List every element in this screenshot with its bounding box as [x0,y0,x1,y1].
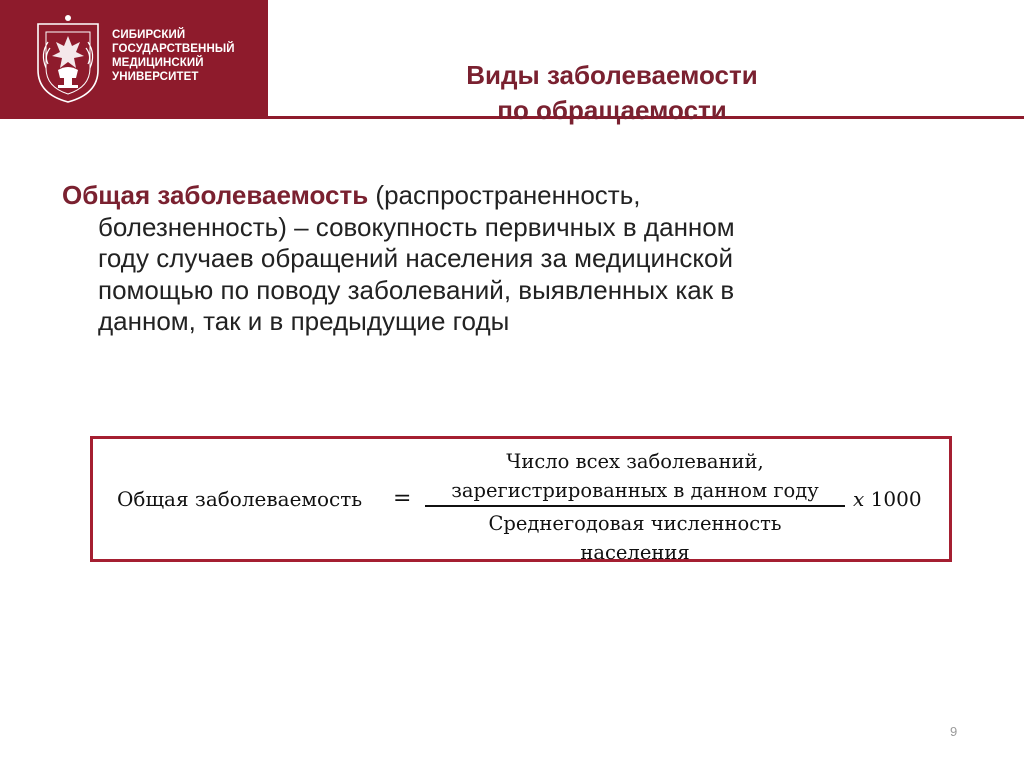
definition-line-4: помощью по поводу заболеваний, выявленных как в [98,274,735,305]
formula-denominator [425,509,845,567]
formula-multiplier [853,487,922,511]
university-name-line: УНИВЕРСИТЕТ [112,71,199,83]
defined-term: Общая заболеваемость [62,180,369,210]
formula-box [90,436,952,562]
university-name-line: ГОСУДАРСТВЕННЫЙ [112,43,235,55]
formula-multiplier-value: 1000 [870,487,922,511]
formula-numerator-line-1: Число всех заболеваний, [506,450,764,473]
page-title [362,58,862,128]
formula-lhs: Общая заболеваемость [117,487,363,511]
formula-denominator-line-2: населения [580,541,690,564]
definition-line-5: данном, так и в предыдущие годы [98,306,510,336]
formula-equals-sign: = [393,486,412,511]
definition-line-2: болезненность) – совокупность первичных в данном [98,211,735,242]
page-title-line-1: Виды заболеваемости [466,60,758,90]
formula-numerator-line-2: зарегистрированных в данном году [451,479,819,502]
page-number: 9 [950,724,958,739]
definition-line-1 [62,180,962,212]
university-name [112,28,262,84]
formula-numerator [425,447,845,505]
formula-denominator-line-1: Среднегодовая численность [488,512,782,535]
definition-line-1-text: (распространенность, [368,180,641,210]
university-crest-icon [28,12,108,106]
definition-paragraph [62,180,962,338]
formula-fraction-bar [425,505,845,507]
formula-multiplier-symbol: x [853,487,865,511]
university-name-line: СИБИРСКИЙ [112,29,186,41]
page-title-line-2: по обращаемости [497,95,727,125]
definition-line-3: году случаев обращений населения за медицинской [98,243,734,273]
brand-panel [0,0,268,118]
formula [93,439,949,564]
university-name-line: МЕДИЦИНСКИЙ [112,57,204,69]
